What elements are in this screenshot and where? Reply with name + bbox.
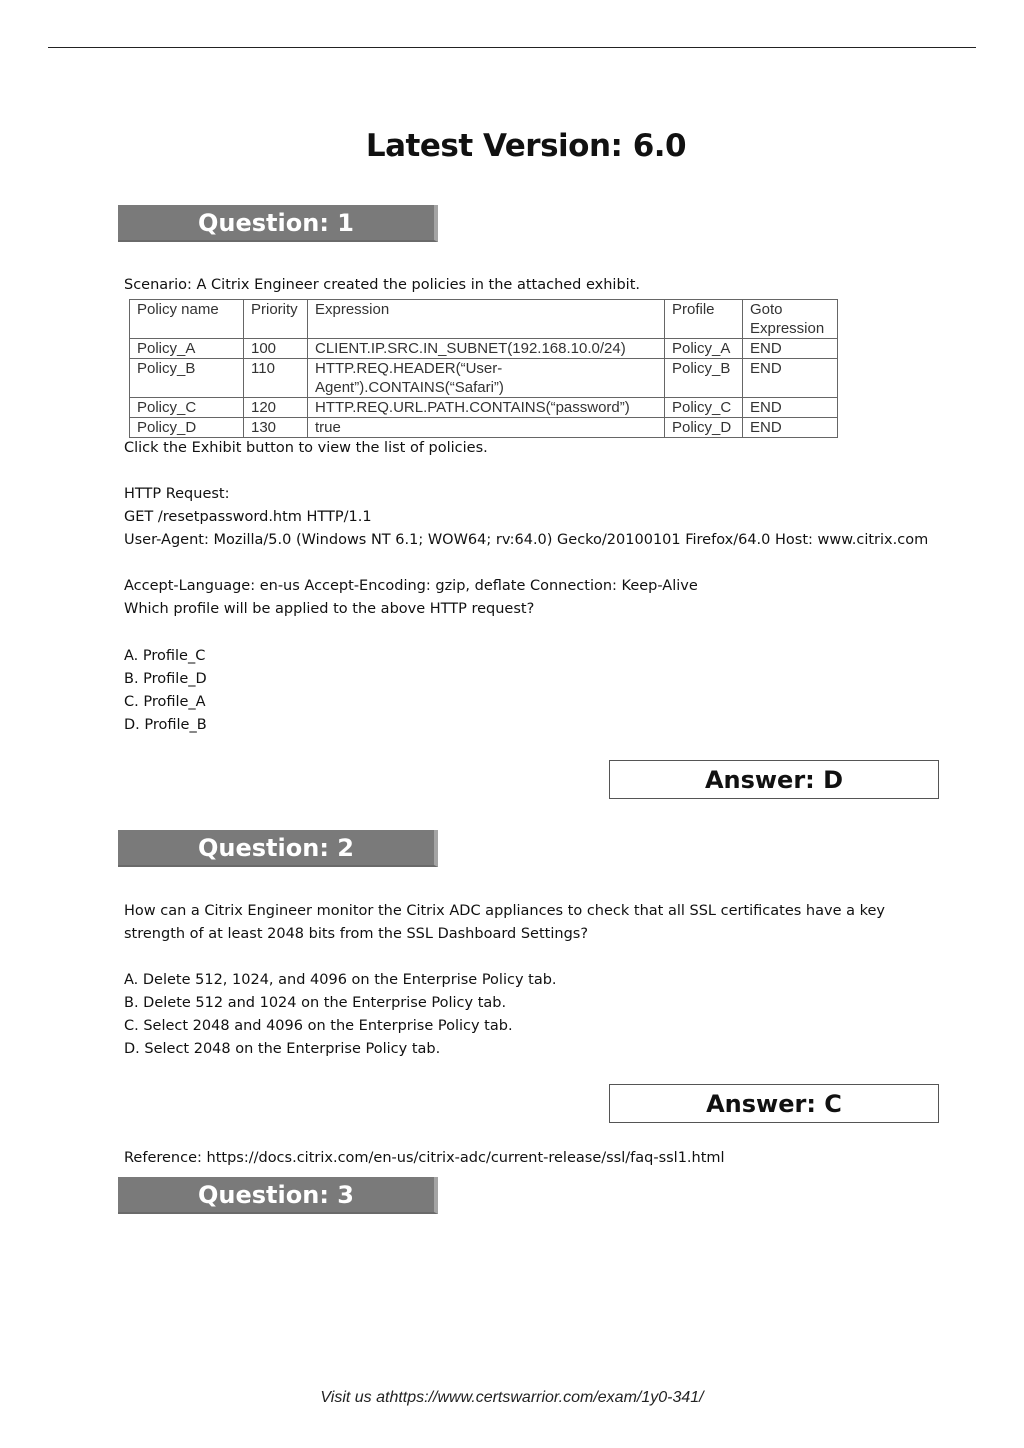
exhibit-cell: Policy_B [130, 359, 244, 398]
exhibit-row [130, 339, 838, 359]
exhibit-cell: HTTP.REQ.URL.PATH.CONTAINS(“password”) [308, 398, 665, 418]
exhibit-header-cell: Profile [665, 300, 743, 339]
question-3-heading: Question: 3 [118, 1177, 438, 1214]
question-2-option-a: A. Delete 512, 1024, and 4096 on the Enterprise Policy tab. [124, 972, 557, 988]
question-1-prompt: Which profile will be applied to the above HTTP request? [124, 601, 535, 617]
header-rule [48, 47, 976, 48]
question-1-option-d: D. Profile_B [124, 717, 207, 733]
exhibit-cell: 120 [244, 398, 308, 418]
exhibit-row [130, 418, 838, 438]
exhibit-cell: Policy_B [665, 359, 743, 398]
page-title: Latest Version: 6.0 [365, 128, 687, 164]
exhibit-cell: 130 [244, 418, 308, 438]
exhibit-cell: Policy_A [130, 339, 244, 359]
exhibit-cell: true [308, 418, 665, 438]
exhibit-cell: END [743, 359, 838, 398]
question-1-exhibit-note: Click the Exhibit button to view the list of policies. [124, 440, 488, 456]
exhibit-cell: Policy_D [665, 418, 743, 438]
exhibit-cell: Policy_C [130, 398, 244, 418]
exhibit-header-cell: Expression [308, 300, 665, 339]
exhibit-cell: Policy_C [665, 398, 743, 418]
question-2-text: How can a Citrix Engineer monitor the Citrix ADC appliances to check that all SSL certificates have a key strength of at least 2048 bits from the SSL Dashboard Settings? [124, 903, 885, 942]
http-user-agent: User-Agent: Mozilla/5.0 (Windows NT 6.1; WOW64; rv:64.0) Gecko/20100101 Firefox/64.0 Host: www.citrix.com [124, 532, 929, 548]
question-1-heading: Question: 1 [118, 205, 438, 242]
question-2-answer: Answer: C [609, 1084, 939, 1123]
exhibit-cell: Policy_A [665, 339, 743, 359]
exhibit-cell: 100 [244, 339, 308, 359]
http-request-line: GET /resetpassword.htm HTTP/1.1 [124, 509, 372, 525]
exhibit-row [130, 359, 838, 398]
question-1-option-a: A. Profile_C [124, 648, 206, 664]
question-2-option-d: D. Select 2048 on the Enterprise Policy tab. [124, 1041, 441, 1057]
exhibit-cell: CLIENT.IP.SRC.IN_SUBNET(192.168.10.0/24) [308, 339, 665, 359]
policy-exhibit-table [129, 299, 838, 438]
http-request-label: HTTP Request: [124, 486, 230, 502]
exhibit-row [130, 398, 838, 418]
question-1-answer: Answer: D [609, 760, 939, 799]
question-2-reference: Reference: https://docs.citrix.com/en-us/citrix-adc/current-release/ssl/faq-ssl1.html [124, 1150, 725, 1166]
http-headers: Accept-Language: en-us Accept-Encoding: gzip, deflate Connection: Keep-Alive [124, 578, 698, 594]
exhibit-cell: 110 [244, 359, 308, 398]
exhibit-header-cell: Goto Expression [743, 300, 838, 339]
question-2-option-c: C. Select 2048 and 4096 on the Enterprise Policy tab. [124, 1018, 513, 1034]
exhibit-cell: END [743, 339, 838, 359]
footer-link[interactable]: Visit us athttps://www.certswarrior.com/exam/1y0-341/ [320, 1389, 704, 1406]
question-2-option-b: B. Delete 512 and 1024 on the Enterprise Policy tab. [124, 995, 507, 1011]
question-1-option-b: B. Profile_D [124, 671, 207, 687]
exhibit-header-cell: Policy name [130, 300, 244, 339]
exhibit-header-cell: Priority [244, 300, 308, 339]
question-1-option-c: C. Profile_A [124, 694, 206, 710]
exhibit-cell: Policy_D [130, 418, 244, 438]
exhibit-header-row [130, 300, 838, 339]
question-2-heading: Question: 2 [118, 830, 438, 867]
exhibit-cell: END [743, 398, 838, 418]
question-1-scenario: Scenario: A Citrix Engineer created the policies in the attached exhibit. [124, 277, 640, 293]
exhibit-cell: HTTP.REQ.HEADER(“User- Agent”).CONTAINS(“Safari”) [308, 359, 665, 398]
exhibit-cell: END [743, 418, 838, 438]
